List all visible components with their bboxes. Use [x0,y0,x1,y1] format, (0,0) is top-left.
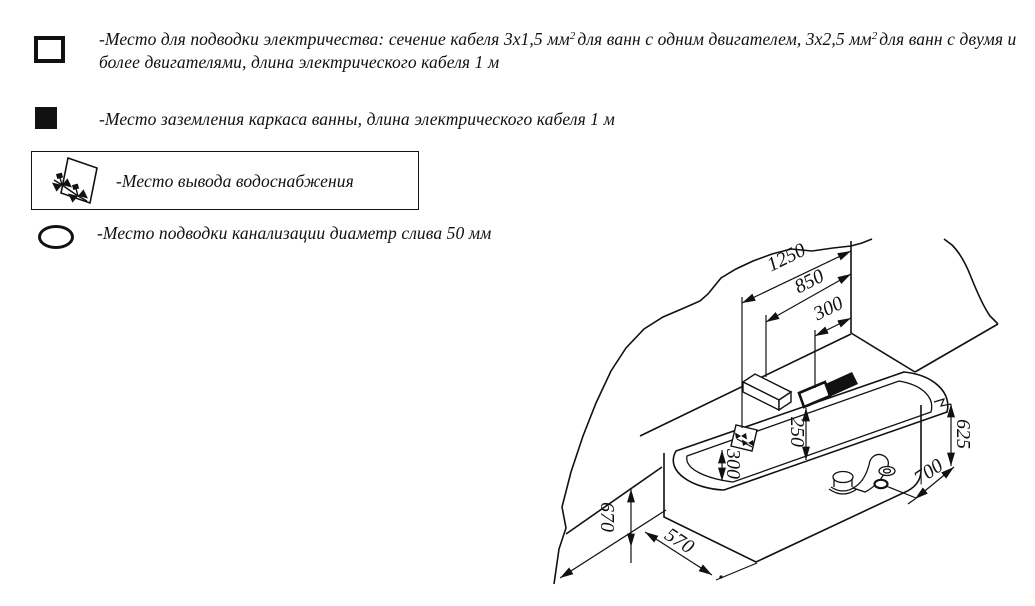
water-supply-location-icon [731,425,757,451]
dim-570-label: 570 [660,523,698,559]
drain-cap [833,472,853,483]
drain-assembly [829,454,895,494]
legend-electric-text-3: для ванн с двумя и более двигателями, длина электрического кабеля 1 м [99,29,1017,72]
legend-item-grounding: -Место заземления каркаса ванны, длина электрического кабеля 1 м [99,109,615,129]
wall-spout [743,374,791,410]
legend-item-water-supply: -Место вывода водоснабжения [116,171,354,191]
dim-670-label: 670 [596,502,618,532]
extension-line [908,499,915,504]
dim-850-label: 850 [790,265,828,299]
superscript-2: 2 [871,30,878,42]
wall-right-top-edge [915,324,998,372]
dim-300-top-label: 300 [810,292,847,326]
dimension-dot [719,575,722,578]
dim-700-label: 700 [910,454,948,490]
dim-250-label: 250 [786,417,808,447]
wall-torn-edge-right [944,239,998,324]
superscript-2: 2 [569,30,576,42]
wall-fold-edge [851,333,915,372]
drain-flange [879,467,895,476]
legend-item-sewerage: -Место подводки канализации диаметр слива 50 мм [97,223,492,243]
legend-electric-text-2: для ванн с одним двигателем, 3х2,5 мм [577,29,872,49]
sewerage-location-icon [875,480,888,488]
dim-1250-label: 1250 [763,238,810,277]
dim-300-left-label: 300 [722,449,744,479]
legend-electric-text-1: -Место для подводки электричества: сечение кабеля 3х1,5 мм [99,29,570,49]
dim-625-label: 625 [952,419,974,449]
